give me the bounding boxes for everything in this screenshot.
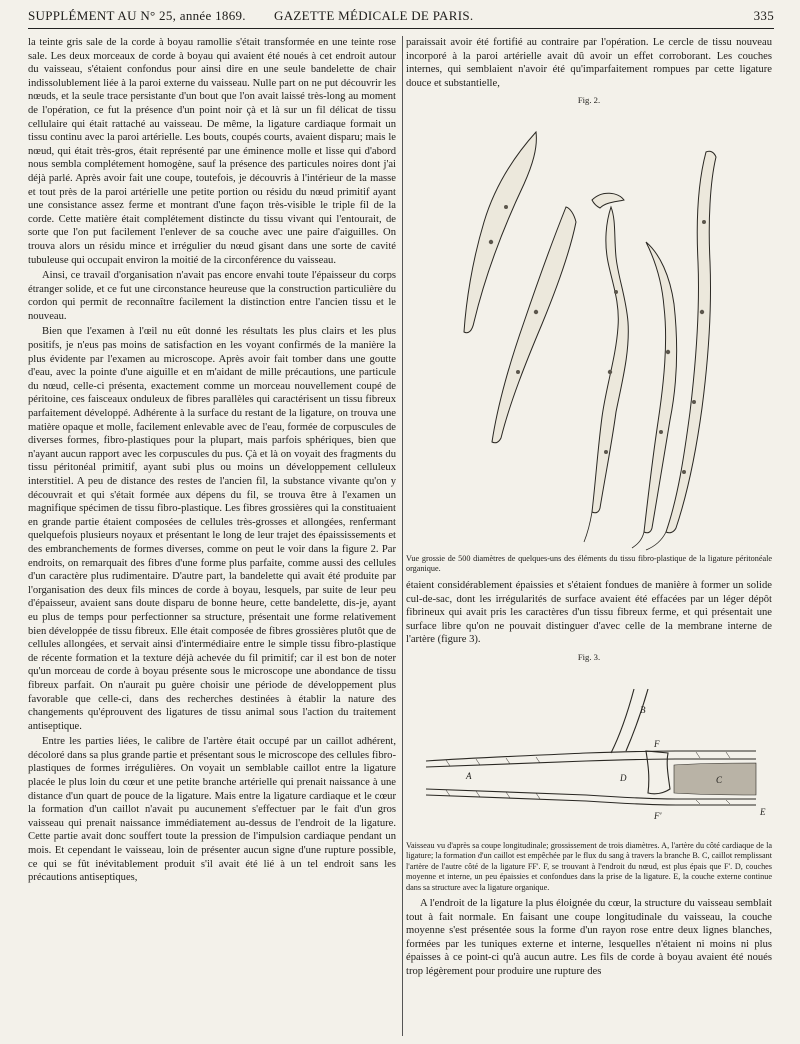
fiber-cell	[644, 242, 677, 533]
paragraph: étaient considérablement épaissies et s'étaient fondues de manière à former un solide cul-de-sac, dont les irrégularités de surface avaient été effacées par un léger dépôt fibrineux qui avait pris les caractères d'un tissu fibreux ferme, et qui présentait une surface libre qu'on ne pouvait distinguer d'avec celle de la membrane interne de l'artère (figure 3).	[406, 579, 772, 646]
figure-label: Fig. 2.	[577, 95, 601, 106]
paragraph: A l'endroit de la ligature la plus éloignée du cœur, la structure du vaisseau semblait tout à fait normale. En faisant une coupe longitudinale du vaisseau, la couche moyenne s'est présentée sous la forme d'un rayon rose entre deux lignes blanches, formées par les tuniques externe et interne, lesquelles n'étaient ni moins ni plus épaisses à ce point-ci qu'à aucun autre. Les fils de corde à boyau avaient été noués trop légèrement pour produire une rupture des	[406, 898, 772, 977]
fiber-thread	[646, 532, 666, 550]
fig3-letter-d: D	[620, 772, 627, 783]
paragraph: Ainsi, ce travail d'organisation n'avait pas encore envahi toute l'épaisseur du corps étranger solide, et ce fut une circonstance heureuse que la construction particulière du cordon qui permit de reconnaître facilement la distinction entre l'ancien tissu et le nouveau.	[28, 270, 396, 322]
paragraph: la teinte gris sale de la corde à boyau ramollie s'était transformée en une teinte rose sale. Les deux morceaux de corde à boyau qui avaient été noués à cet endroit autour du vaisseau, s'étaient confondus pour ainsi dire en une seule bandelette de chair indissolublement liée à la paroi externe du vaisseau. Nulle part on ne put découvrir les nœuds, et la seule trace persistante d'un bout que l'on avait laissé très-long au moment de l'opération, ce fut la présence d'un point noir çà et là sur un fil délicat de tissu cellulaire qui était rattaché au vaisseau. De même, la ligature cardiaque formait un tissu continu avec la paroi artérielle. Les bouts, coupés courts, avaient disparu; mais le nœud, qui était très-gros, était représenté par une éminence molle et lisse qui d'abord nous sembla complétement homogène, sauf la présence des particules noires dont j'ai déjà parlé. Après avoir fait une coupe, toutefois, je découvris à l'intérieur de la masse et tout près de la paroi artérielle une petite portion ou résidu du nœud primitif ayant une consistance assez ferme et montrant d'une façon très-visible le triple fil de la corde. Cette matière était complétement distincte du tissu vivant qui l'entourait, de sorte que l'on put facilement l'enlever de sa couche avec une paire d'aiguilles. On trouva alors un résidu mince et irrégulier du nœud gisant dans une sorte de cavité tubuleuse qui occupait environ la moitié de la circonférence du vaisseau.	[28, 37, 396, 266]
fiber-thread	[632, 532, 644, 548]
figure-label: Fig. 3.	[577, 651, 601, 662]
figure-3	[406, 651, 772, 893]
artery-wall-lower	[426, 795, 756, 805]
fig3-letter-c: C	[716, 774, 723, 785]
left-column	[28, 36, 403, 1036]
fiber-cell	[464, 132, 536, 333]
fig3-letter-e: E	[760, 806, 766, 817]
paragraph: paraissait avoir été fortifié au contraire par l'opération. Le cercle de tissu nouveau incorporé à la paroi artérielle avait dû avoir un effet corroborant. Les couches internes, qui semblaient n'avoir été qu'imparfaitement rompues par cette ligature douce et substantielle,	[406, 37, 772, 89]
page-header	[28, 6, 774, 29]
paragraph: Bien que l'examen à l'œil nu eût donné les résultats les plus clairs et les plus positifs, je n'eus pas moins de satisfaction en les voyant confirmés de la manière la plus évidente par l'examen au microscope. Après avoir fait tomber dans une goutte d'eau, avec la pointe d'une aiguille et en m'aidant de mille précautions, une particule du nœud, celle-ci présenta, exactement comme un morceau nouvellement coupé de péritoine, ces faisceaux onduleux de fibres parallèles qui caractérisent un tissu fibreux parfaitement développé. Adhérente à la surface du restant de la ligature, on trouva une matière opaque et molle, facilement enlevable avec de l'eau, formée de corpuscules de diverses formes, fibro-plastiques pour la plupart, mais parfois sphériques, bien que n'ayant aucun rapport avec les corpuscules du pus. Çà et là on voyait des fragments du tissu péritonéal primitif, ayant subi plus ou moins un développement celluleux interstitiel. A peu de distance des restes de l'ancien fil, la substance vivante qu'on y découvrait et qui s'était formée aux dépens du fil, se trouva être à l'examen un magnifique spécimen de tissu fibro-plastique. Les fibres grossières qui la constituaient en grande partie étaient composées de cellules très-grosses et allongées, renfermant quelquefois plusieurs noyaux et présentant le long de leur trajet des épaississements et des embranchements de formes diverses, comme on peut le voir dans la figure 2. Par endroits, on remarquait des fibres d'une forme plus parfaite, comme aussi des cellules d'un caractère plus rudimentaire. D'autre part, la bandelette qui avait été produite par l'organisation des deux fils minces de corde à boyau, lesquels, par suite de leur peu d'épaisseur, avaient sans doute disparu de bonne heure, cette bandelette, dis-je, ayant eu plus de temps pour perfectionner sa structure, présentait une forme relativement bien développée de tissu fibreux. Elle était composée de fibres grossières plutôt que de cellules allongées, et servait ainsi d'intermédiaire entre le simple tissu fibro-plastique de récente formation et la texture déjà achevée du fil primitif; car il est bon de noter qu'un morceau de corde à boyau présente sous le microscope une abondance de tissu fibreux parfait. On n'aurait pu guère choisir une période de développement plus favorable que celle-ci, dans des recherches destinées à établir la nature des changements qu'éprouvent des ligatures de tissu animal sous l'action du traitement antiseptique.	[28, 326, 396, 732]
fiber-cell	[592, 207, 628, 513]
ligature-knot	[646, 751, 670, 794]
fig3-letter-f: F	[654, 738, 660, 749]
clot	[674, 763, 756, 795]
fig3-letter-b: B	[640, 704, 646, 715]
paragraph: Entre les parties liées, le calibre de l'artère était occupé par un caillot adhérent, décoloré dans sa plus grande partie et présentant sous le microscope des cellules fibro-plastiques de formes irrégulières. On voyait un semblable caillot entre la ligature placée le plus loin du cœur et une petite branche artérielle qui prenait naissance à une distance d'un quart de pouce de la ligature. Mais entre la ligature cardiaque et le cœur la formation d'un caillot n'avait pu aucunement s'effectuer par le fait d'un gros vaisseau qui prenait naissance immédiatement au-dessus de l'endroit de la ligature. Cette partie avait donc souffert toute la pression de l'impulsion cardiaque pendant un mois. Et cependant le vaisseau, loin de présenter aucun signe d'une rupture possible, ce qui se fût inévitablement produit s'il avait été lié à un tel endroit sans les précautions antiseptiques,	[28, 736, 396, 884]
right-column	[406, 36, 772, 1036]
fiber-curl	[592, 193, 624, 208]
fiber-thread	[584, 512, 592, 542]
figure-3-caption: Vaisseau vu d'après sa coupe longitudinale; grossissement de trois diamètres. A, l'artère du côté cardiaque de la ligature; la formation d'un caillot est empêchée par le flux du sang à travers la branche B. C, caillot remplissant l'artère de l'autre côté de la ligature FF'. F, se trouvant à l'endroit du nœud, est plus épais que F'. D, couches moyenne et interne, un peu épaissies et confondues dans la prise de la ligature. E, la couche externe continue dans sa structure avec la ligature organique.	[406, 840, 772, 892]
fig3-letter-f-prime: F'	[654, 810, 662, 821]
figure-2-caption: Vue grossie de 500 diamètres de quelques-uns des éléments du tissu fibro-plastique de la ligature péritonéale organique.	[406, 553, 772, 574]
journal-title: GAZETTE MÉDICALE DE PARIS.	[274, 8, 474, 23]
page-number: 335	[753, 8, 774, 23]
branch-vessel	[611, 689, 634, 753]
artery-section-illustration	[406, 669, 772, 839]
figure-2	[406, 94, 772, 575]
branch-vessel	[626, 689, 648, 751]
fiber-cell	[492, 207, 576, 443]
journal-supplement-label: SUPPLÉMENT AU N° 25, année 1869.	[28, 8, 246, 23]
fibro-plastic-tissue-illustration	[406, 112, 772, 552]
fig3-letter-a: A	[466, 770, 472, 781]
